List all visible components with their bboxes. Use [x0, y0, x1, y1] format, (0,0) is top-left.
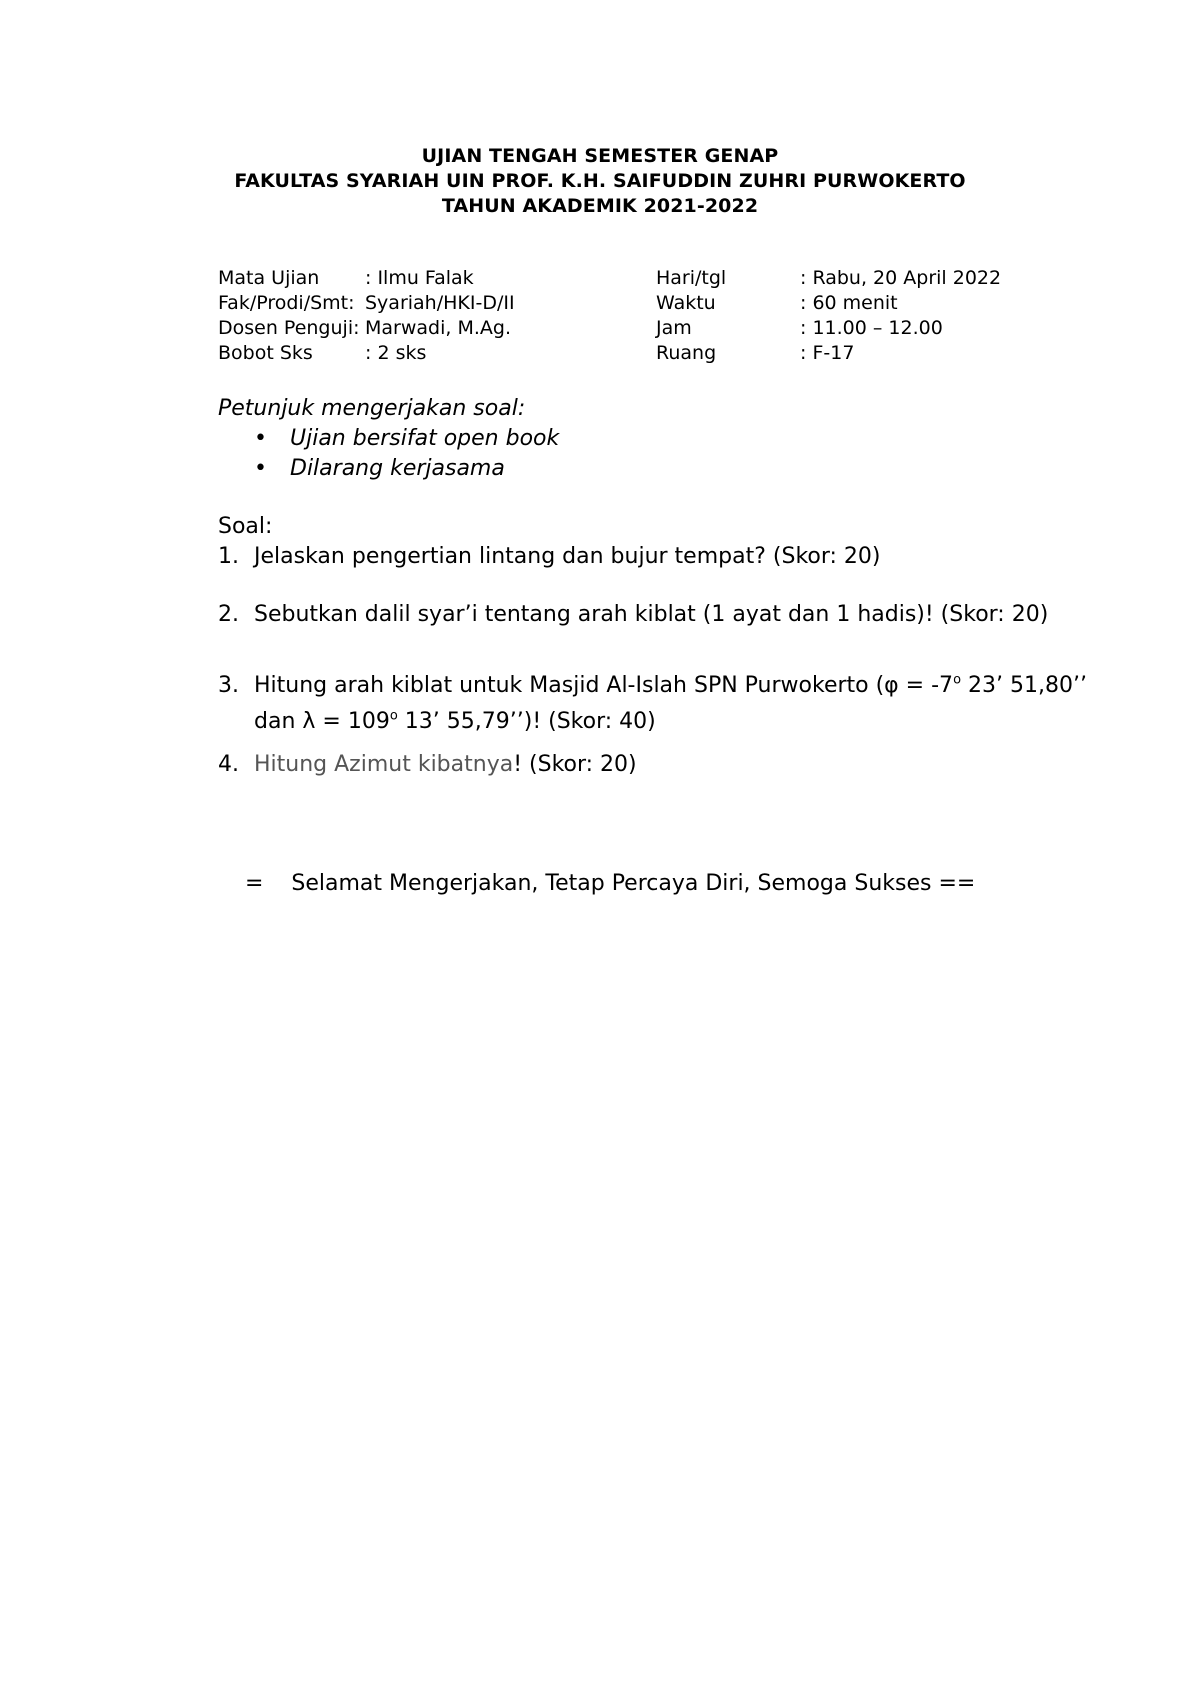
info-row-credits	[218, 341, 515, 366]
info-label: Mata Ujian	[218, 267, 320, 289]
info-row-duration	[656, 291, 1001, 316]
bullet-icon: •	[254, 456, 267, 481]
question-number: 2.	[218, 602, 239, 627]
info-value: : Rabu, 20 April 2022	[800, 267, 1002, 289]
question-text-part: 23’ 51,80’’ dan λ = 109	[254, 673, 1087, 734]
question-text-muted: Hitung Azimut kibatnya	[254, 752, 514, 777]
degree-symbol: o	[953, 672, 962, 688]
closing-message: = Selamat Mengerjakan, Tetap Percaya Diri, Semoga Sukses ==	[245, 871, 976, 896]
exam-info-right	[656, 266, 1001, 366]
question-number: 1.	[218, 544, 239, 569]
info-label: Ruang	[656, 342, 717, 364]
info-row-program	[218, 291, 515, 316]
info-label: Hari/tgl	[656, 267, 727, 289]
question-text-part: ! (Skor: 20)	[513, 752, 637, 777]
instructions	[218, 394, 559, 484]
question-1	[218, 542, 1098, 572]
question-number: 4.	[218, 752, 239, 777]
question-2	[218, 600, 1098, 630]
info-row-examiner	[218, 316, 515, 341]
question-text-part: 13’ 55,79’’)! (Skor: 40)	[397, 709, 656, 734]
degree-symbol: o	[389, 708, 398, 724]
info-value: Syariah/HKI-D/II	[365, 292, 515, 314]
instructions-title: Petunjuk mengerjakan soal:	[218, 396, 526, 421]
info-label: Fak/Prodi/Smt:	[218, 292, 355, 314]
info-value: : 2 sks	[365, 342, 427, 364]
list-item	[218, 454, 559, 484]
instruction-text: Ujian bersifat open book	[290, 426, 560, 451]
info-label: Jam	[656, 317, 692, 339]
info-row-time	[656, 316, 1001, 341]
question-number: 3.	[218, 673, 239, 698]
info-label: Dosen Penguji:	[218, 317, 360, 339]
question-text	[254, 752, 637, 777]
info-row-room	[656, 341, 1001, 366]
question-4	[218, 750, 1098, 780]
question-text: Sebutkan dalil syar’i tentang arah kiblat (1 ayat dan 1 hadis)! (Skor: 20)	[254, 602, 1049, 627]
question-3	[218, 668, 1098, 740]
bullet-icon: •	[254, 426, 267, 451]
instructions-list	[218, 424, 559, 484]
questions-section	[218, 512, 1098, 780]
questions-title: Soal:	[218, 514, 273, 539]
list-item	[218, 424, 559, 454]
header-title: UJIAN TENGAH SEMESTER GENAP	[421, 145, 779, 167]
instruction-text: Dilarang kerjasama	[290, 456, 505, 481]
question-text	[254, 673, 1087, 734]
header-faculty: FAKULTAS SYARIAH UIN PROF. K.H. SAIFUDDIN ZUHRI PURWOKERTO	[234, 170, 966, 192]
info-value: Marwadi, M.Ag.	[365, 317, 511, 339]
info-row-date	[656, 266, 1001, 291]
exam-info-left	[218, 266, 515, 366]
info-row-subject	[218, 266, 515, 291]
exam-header	[0, 144, 1200, 219]
info-value: : Ilmu Falak	[365, 267, 474, 289]
info-value: : 11.00 – 12.00	[800, 317, 943, 339]
info-label: Waktu	[656, 292, 716, 314]
question-text: Jelaskan pengertian lintang dan bujur tempat? (Skor: 20)	[254, 544, 881, 569]
info-label: Bobot Sks	[218, 342, 313, 364]
header-academic-year: TAHUN AKADEMIK 2021-2022	[441, 195, 759, 217]
question-text-part: Hitung arah kiblat untuk Masjid Al-Islah SPN Purwokerto (φ = -7	[254, 673, 954, 698]
info-value: : F-17	[800, 342, 855, 364]
info-value: : 60 menit	[800, 292, 898, 314]
